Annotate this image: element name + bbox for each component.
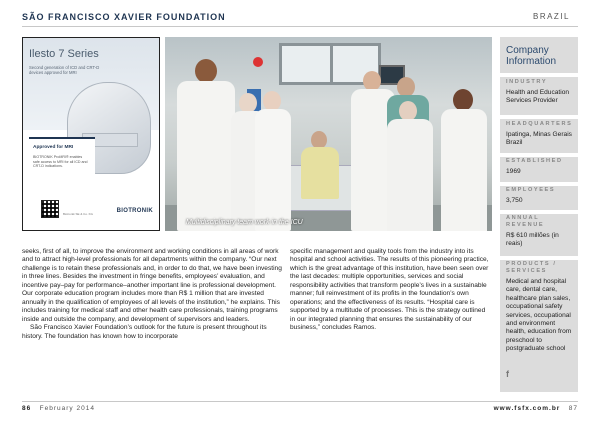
info-value: R$ 610 millões (in reais) — [506, 232, 559, 248]
sidebar-divider — [500, 256, 578, 260]
info-established — [506, 158, 576, 176]
sidebar-divider — [500, 153, 578, 157]
info-value: Medical and hospital care, dental care, healthcare plan sales, occupational safety services, occupational and environment health, education from preschool to postgraduate school — [506, 278, 572, 353]
issue-date: February 2014 — [39, 405, 95, 412]
info-value: Ipatinga, Minas Gerais Brazil — [506, 131, 572, 147]
biotronik-logo: BIOTRONIK — [116, 208, 153, 214]
website-url: www.fsfx.com.br — [493, 405, 561, 412]
info-value: Health and Education Services Provider — [506, 89, 570, 105]
country-label: BRAZIL — [532, 12, 570, 21]
info-value: 3,750 — [506, 197, 523, 204]
qr-code-icon — [41, 200, 59, 218]
article-column-2 — [290, 248, 490, 333]
ad-title: Ilesto 7 Series — [29, 48, 99, 60]
footer-right — [494, 405, 578, 412]
icu-team-photo — [165, 37, 492, 231]
info-label: PRODUCTS / SERVICES — [506, 261, 557, 274]
info-label: ESTABLISHED — [506, 158, 563, 164]
ad-approved-text: BIOTRONIK ProMRI® enables safe access to MRI for all ICD and CRT-D indications. — [33, 155, 88, 169]
page-number-left: 86 — [22, 405, 32, 412]
info-employees — [506, 187, 576, 205]
ad-approval-panel — [29, 137, 95, 191]
page-number-right: 87 — [568, 405, 578, 412]
info-headquarters — [506, 121, 576, 148]
info-label: INDUSTRY — [506, 79, 548, 85]
article-paragraph: São Francisco Xavier Foundation’s outlook for the future is present throughout its history. The foundation has known how to incorporate — [22, 324, 267, 340]
info-label: ANNUAL REVENUE — [506, 215, 545, 228]
facebook-icon: f — [506, 369, 509, 379]
article-paragraph: specific management and quality tools from the industry into its hospital and school activities. The results of this pioneering practice, which is the great advantage of this institution, have been seen over the last decades: multiple opportunities, services and social responsibility activities that transform people’s lives in a sustainable manner; full reinvestment of its profits in the foundation’s own operations; and the effectiveness of its results. “Hospital care is supported by a multitude of processes. This is the strategy outlined in our integrated planning that ensures the sustainability of our business,” concludes Ramos. — [290, 248, 489, 332]
sidebar-divider — [500, 115, 578, 119]
photo-caption: Multidisciplinary team work in the ICU — [186, 219, 303, 226]
info-label: HEADQUARTERS — [506, 121, 573, 127]
info-label: EMPLOYEES — [506, 187, 556, 193]
photo-red-sign — [253, 57, 263, 67]
info-industry — [506, 79, 576, 106]
ad-subtitle: Second generation of ICD and CRT-D devices approved for MRI — [29, 65, 100, 76]
article-paragraph: seeks, first of all, to improve the environment and working conditions in all areas of work and to attract high-level professionals for all departments within the company. “Our next challenge is to retain these professionals and, in order to do that, we have been investing in three lines. Besides the investment in fringe benefits, employees’ evaluation, and incentive pay–pay for performance–another important line is professional development. Our corporate education program includes more than R$ 1 million that are invested annually in the qualification of employees of all levels of the institution,” he explains. This includes training for medical staff and other health care professionals, training programs inside and outside the company, and development of supervisors and leaders. — [22, 248, 282, 323]
sidebar-title: Company Information — [506, 45, 557, 67]
sidebar-divider — [500, 182, 578, 186]
info-annual-revenue — [506, 215, 576, 249]
footer-left — [22, 405, 95, 412]
sidebar-divider — [500, 210, 578, 214]
header-divider — [22, 26, 578, 27]
article-column-1 — [22, 248, 287, 341]
company-info-sidebar — [500, 37, 578, 392]
footer-divider — [22, 401, 578, 402]
magazine-section-title: SÃO FRANCISCO XAVIER FOUNDATION — [22, 12, 226, 22]
info-value: 1969 — [506, 168, 521, 175]
biotronik-advertisement — [22, 37, 160, 231]
sidebar-divider — [500, 73, 578, 77]
info-products-services — [506, 261, 576, 354]
ad-small-print: Biotronik SE & Co. KG — [63, 212, 94, 216]
ad-approved-title: Approved for MRI — [33, 145, 74, 150]
